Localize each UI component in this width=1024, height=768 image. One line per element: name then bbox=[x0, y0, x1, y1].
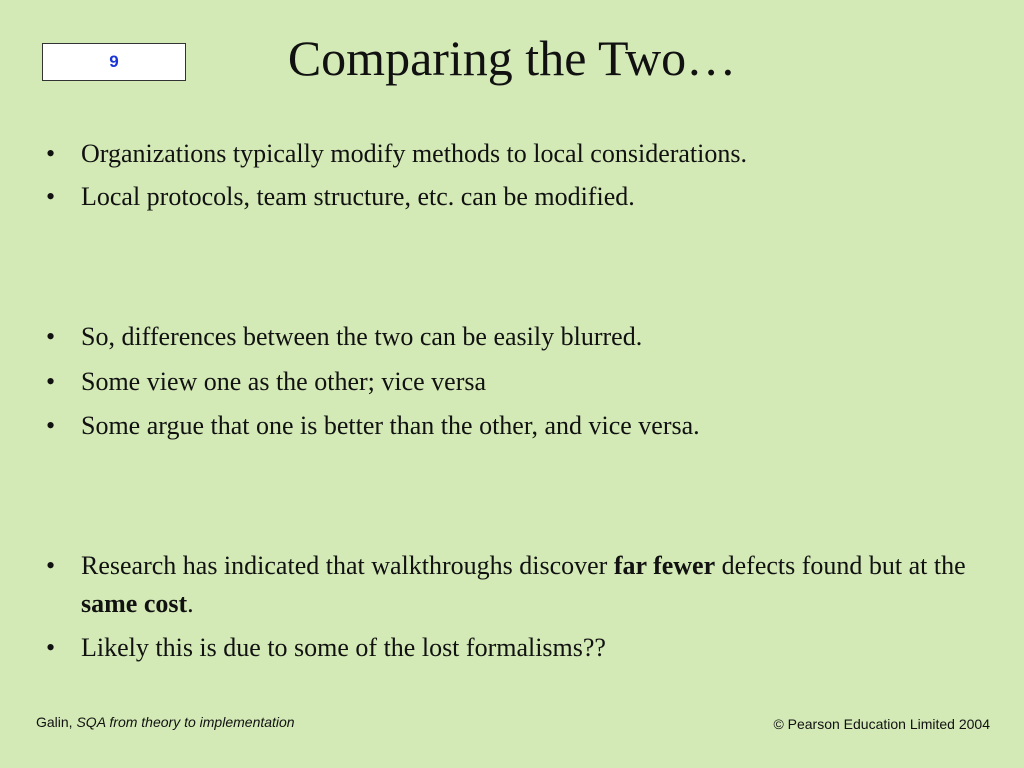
slide-title: Comparing the Two… bbox=[287, 30, 737, 86]
bullet-text: Some view one as the other; vice versa bbox=[81, 367, 487, 396]
bullet-item bbox=[46, 318, 966, 356]
footer-copyright: © Pearson Education Limited 2004 bbox=[773, 716, 990, 732]
footer-author: Galin, bbox=[36, 714, 77, 730]
bullet-item bbox=[46, 178, 966, 216]
bullet-text: So, differences between the two can be easily blurred. bbox=[81, 322, 643, 351]
emphasis-text: far fewer bbox=[613, 551, 716, 580]
footer-book-title: SQA from theory to implementation bbox=[76, 714, 295, 730]
bullet-dot: • bbox=[46, 633, 56, 662]
bullet-text bbox=[81, 547, 966, 623]
bullet-dot: • bbox=[46, 139, 56, 168]
bullet-text: Organizations typically modify methods to local considerations. bbox=[81, 139, 747, 168]
slide-number: 9 bbox=[109, 52, 119, 71]
bullet-text: Some argue that one is better than the other, and vice versa. bbox=[81, 411, 700, 440]
footer-citation bbox=[36, 712, 295, 732]
bullet-item bbox=[46, 547, 966, 623]
bullet-dot: • bbox=[46, 322, 56, 351]
bullet-dot: • bbox=[46, 551, 56, 580]
bullet-dot: • bbox=[46, 182, 56, 211]
bullet-dot: • bbox=[46, 367, 56, 396]
bullet-text: Likely this is due to some of the lost formalisms?? bbox=[81, 633, 606, 662]
emphasis-text: same cost bbox=[81, 589, 188, 618]
bullet-text-part: Research has indicated that walkthroughs discover bbox=[81, 551, 614, 580]
bullet-text-part: . bbox=[187, 589, 194, 618]
bullet-item bbox=[46, 407, 966, 445]
bullet-dot: • bbox=[46, 411, 56, 440]
bullet-text-part: defects found but at the bbox=[715, 551, 966, 580]
bullet-item bbox=[46, 135, 966, 173]
bullet-item bbox=[46, 363, 966, 401]
bullet-text: Local protocols, team structure, etc. can be modified. bbox=[81, 182, 635, 211]
bullet-item bbox=[46, 629, 966, 667]
